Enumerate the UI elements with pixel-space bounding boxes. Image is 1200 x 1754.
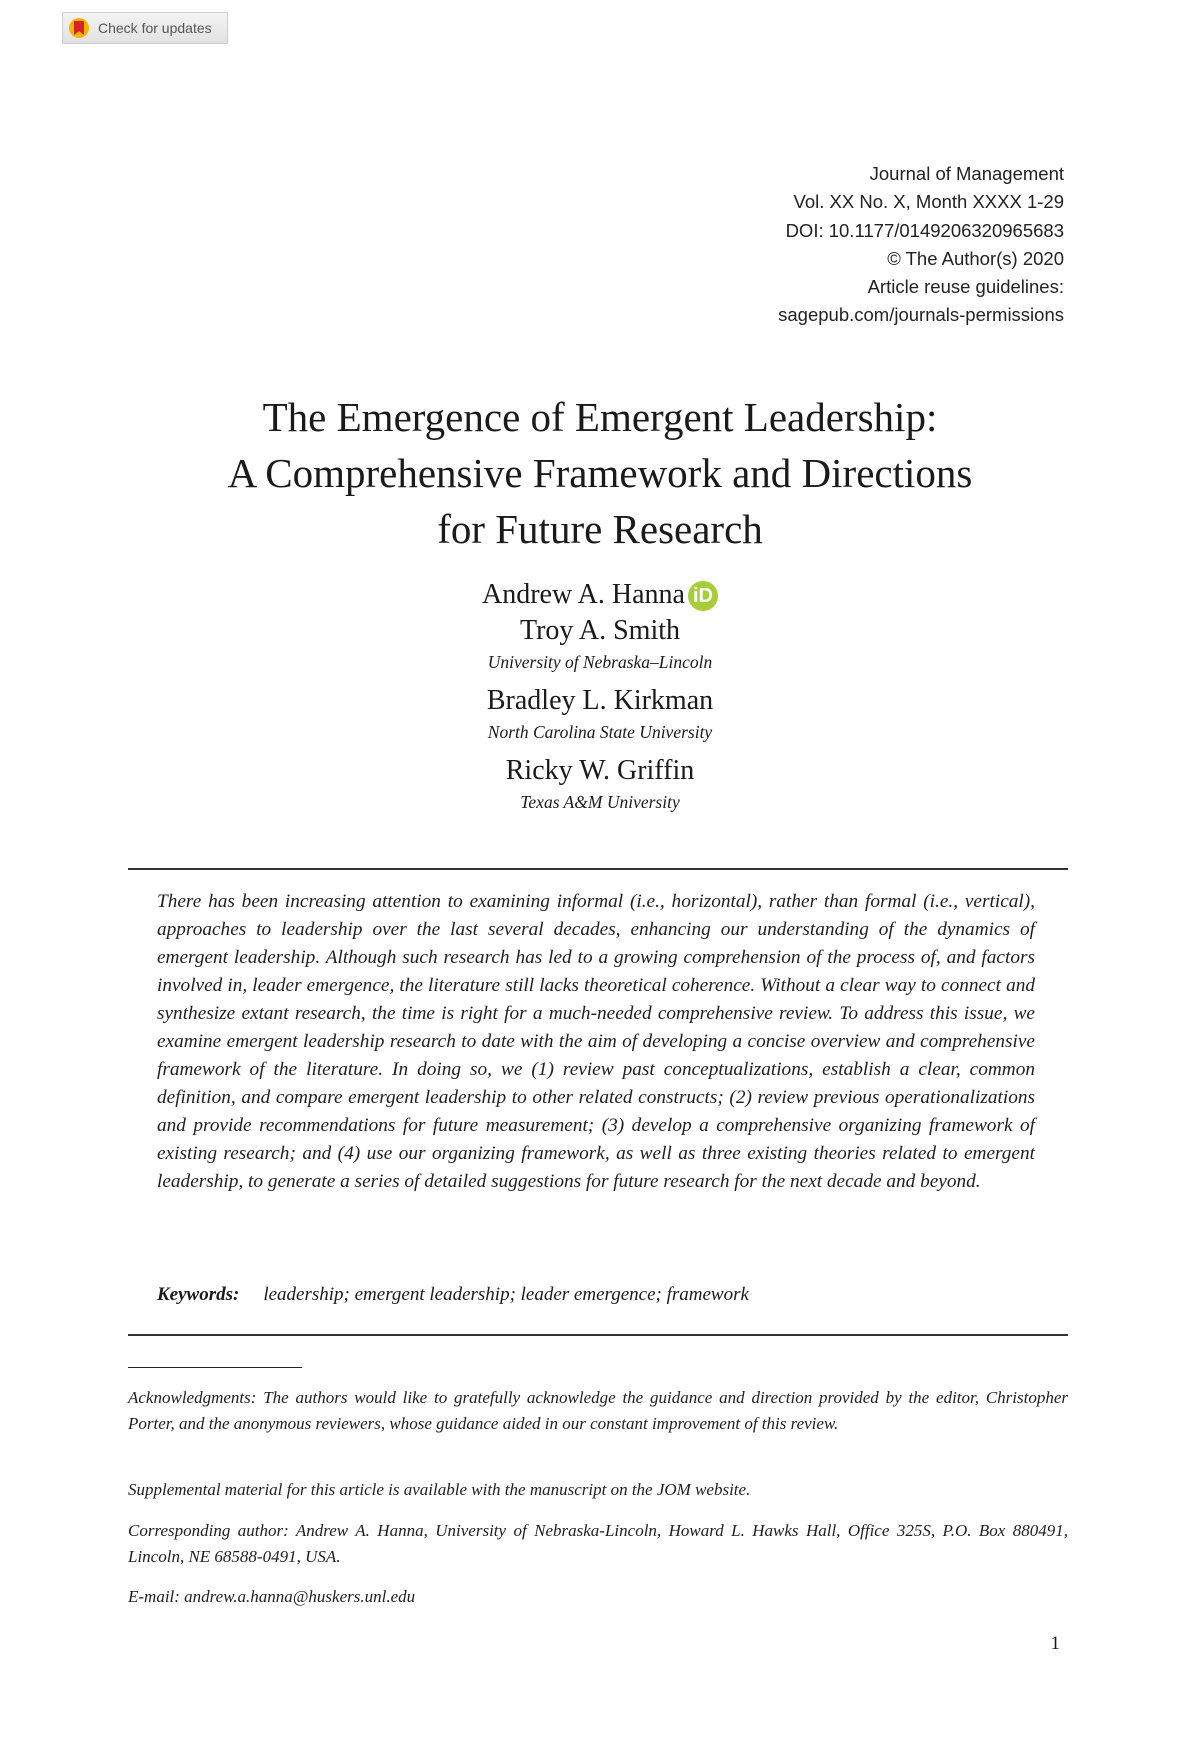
author-affiliation: University of Nebraska–Lincoln bbox=[487, 652, 713, 672]
abstract-top-rule bbox=[128, 868, 1068, 870]
title-line: The Emergence of Emergent Leadership: bbox=[262, 394, 938, 440]
author-affiliation: Texas A&M University bbox=[520, 792, 680, 812]
check-for-updates-label: Check for updates bbox=[98, 20, 212, 36]
abstract-bottom-rule bbox=[128, 1334, 1068, 1336]
journal-info bbox=[778, 160, 1064, 330]
keywords bbox=[157, 1284, 749, 1306]
author-name: Bradley L. Kirkman bbox=[486, 685, 714, 716]
author-block bbox=[0, 577, 1200, 823]
author-name bbox=[0, 577, 1200, 613]
journal-volume: Vol. XX No. X, Month XXXX 1-29 bbox=[793, 191, 1064, 213]
author-name-text: Andrew A. Hanna bbox=[482, 579, 685, 610]
paper-title bbox=[0, 389, 1200, 557]
footnote-rule bbox=[128, 1367, 302, 1368]
title-line: A Comprehensive Framework and Directions bbox=[227, 450, 973, 496]
journal-doi: DOI: 10.1177/0149206320965683 bbox=[785, 219, 1064, 241]
supplemental-note: Supplemental material for this article is available with the manuscript on the JOM website. bbox=[128, 1480, 751, 1499]
title-line: for Future Research bbox=[437, 506, 763, 552]
author-name: Ricky W. Griffin bbox=[505, 755, 695, 786]
corresponding-author-note: Corresponding author: Andrew A. Hanna, University of Nebraska-Lincoln, Howard L. Hawks Hall, Office 325S, P.O. Box 880491, Lincoln, NE 68588-0491, USA. bbox=[128, 1521, 1068, 1566]
acknowledgments-note: Acknowledgments: The authors would like to gratefully acknowledge the guidance and direction provided by the editor, Christopher Porter, and the anonymous reviewers, whose guidance aided in our constant improvement of this review. bbox=[128, 1388, 1068, 1433]
keywords-label: Keywords: bbox=[157, 1284, 240, 1305]
journal-permissions-link[interactable]: sagepub.com/journals-permissions bbox=[778, 304, 1064, 326]
abstract: There has been increasing attention to examining informal (i.e., horizontal), rather than formal (i.e., vertical), approaches to leadership over the last several decades, enhancing our understanding of the dynamics of emergent leadership. Although such research has led to a growing comprehension of the process of, and factors involved in, leader emergence, the literature still lacks theoretical coherence. Without a clear way to connect and synthesize extant research, the time is right for a much-needed comprehensive review. To address this issue, we examine emergent leadership research to date with the aim of developing a concise overview and comprehensive framework of the literature. In doing so, we (1) review past conceptualizations, establish a clear, common definition, and compare emergent leadership to other related constructs; (2) review previous operationalizations and provide recommendations for future measurement; (3) develop a comprehensive organizing framework of existing research; and (4) use our organizing framework, as well as three existing theories related to emergent leadership, to generate a series of detailed suggestions for future research for the next decade and beyond. bbox=[157, 891, 1035, 1192]
journal-copyright: © The Author(s) 2020 bbox=[887, 247, 1064, 269]
bookmark-icon bbox=[69, 18, 89, 38]
page-number: 1 bbox=[1050, 1633, 1060, 1654]
check-for-updates-button[interactable] bbox=[62, 12, 228, 44]
author-affiliation: North Carolina State University bbox=[487, 722, 713, 742]
keywords-text: leadership; emergent leadership; leader emergence; framework bbox=[263, 1284, 749, 1305]
journal-name: Journal of Management bbox=[869, 163, 1064, 184]
orcid-icon[interactable]: iD bbox=[688, 581, 718, 611]
journal-reuse: Article reuse guidelines: bbox=[867, 276, 1064, 298]
author-name: Troy A. Smith bbox=[519, 615, 681, 646]
email-note[interactable]: E-mail: andrew.a.hanna@huskers.unl.edu bbox=[128, 1587, 416, 1606]
